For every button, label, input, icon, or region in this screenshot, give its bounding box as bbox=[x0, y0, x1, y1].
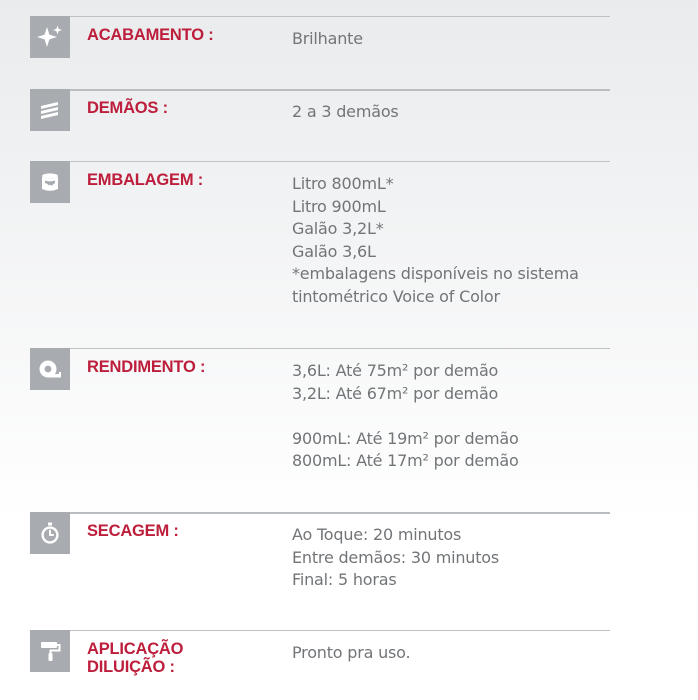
spec-label bbox=[87, 640, 277, 676]
value-line: Final: 5 horas bbox=[292, 570, 397, 590]
divider bbox=[70, 89, 610, 91]
value-gap bbox=[292, 405, 622, 428]
value-line: Galão 3,2L* bbox=[292, 219, 384, 239]
value-line: Ao Toque: 20 minutos bbox=[292, 525, 462, 544]
value-line: 800mL: Até 17m² por demão bbox=[292, 451, 519, 471]
divider bbox=[70, 16, 610, 17]
icon-box bbox=[30, 348, 70, 390]
icon-box bbox=[30, 161, 70, 203]
value-line: Litro 800mL* bbox=[292, 174, 394, 193]
spec-label: EMBALAGEM : bbox=[87, 171, 204, 189]
spec-value bbox=[292, 173, 622, 309]
paint-roller-icon bbox=[38, 639, 62, 663]
icon-box bbox=[30, 16, 70, 58]
spec-label: RENDIMENTO : bbox=[87, 358, 206, 376]
value-line: *embalagens disponíveis no sistema bbox=[292, 264, 579, 284]
value-line: Galão 3,6L bbox=[292, 241, 376, 261]
value-line: Pronto pra uso. bbox=[292, 643, 411, 662]
tape-measure-icon bbox=[37, 356, 63, 382]
divider bbox=[70, 512, 610, 514]
spec-value bbox=[292, 101, 622, 124]
spec-value bbox=[292, 28, 622, 51]
value-line: Entre demãos: 30 minutos bbox=[292, 547, 500, 567]
value-line: 2 a 3 demãos bbox=[292, 102, 399, 121]
spec-label: DEMÃOS : bbox=[87, 99, 168, 117]
icon-box bbox=[30, 512, 70, 554]
spec-label: ACABAMENTO : bbox=[87, 26, 214, 44]
value-line: 900mL: Até 19m² por demão bbox=[292, 428, 519, 448]
layers-icon bbox=[38, 98, 62, 122]
label-line: DILUIÇÃO : bbox=[87, 658, 175, 676]
divider bbox=[70, 348, 610, 349]
spec-label: SECAGEM : bbox=[87, 522, 179, 540]
divider bbox=[70, 161, 610, 162]
value-line: Litro 900mL bbox=[292, 196, 386, 216]
label-line: APLICAÇÃO bbox=[87, 640, 184, 658]
spec-value bbox=[292, 524, 622, 592]
spec-value bbox=[292, 360, 622, 473]
value-line: 3,2L: Até 67m² por demão bbox=[292, 383, 499, 403]
spec-value bbox=[292, 642, 622, 665]
stopwatch-icon bbox=[38, 521, 62, 545]
icon-box bbox=[30, 630, 70, 672]
value-line: Brilhante bbox=[292, 29, 363, 48]
divider bbox=[70, 630, 610, 631]
value-line: tintométrico Voice of Color bbox=[292, 286, 500, 306]
icon-box bbox=[30, 89, 70, 131]
value-line: 3,6L: Até 75m² por demão bbox=[292, 361, 499, 380]
paint-can-icon bbox=[38, 170, 62, 194]
sparkle-icon bbox=[36, 23, 64, 51]
